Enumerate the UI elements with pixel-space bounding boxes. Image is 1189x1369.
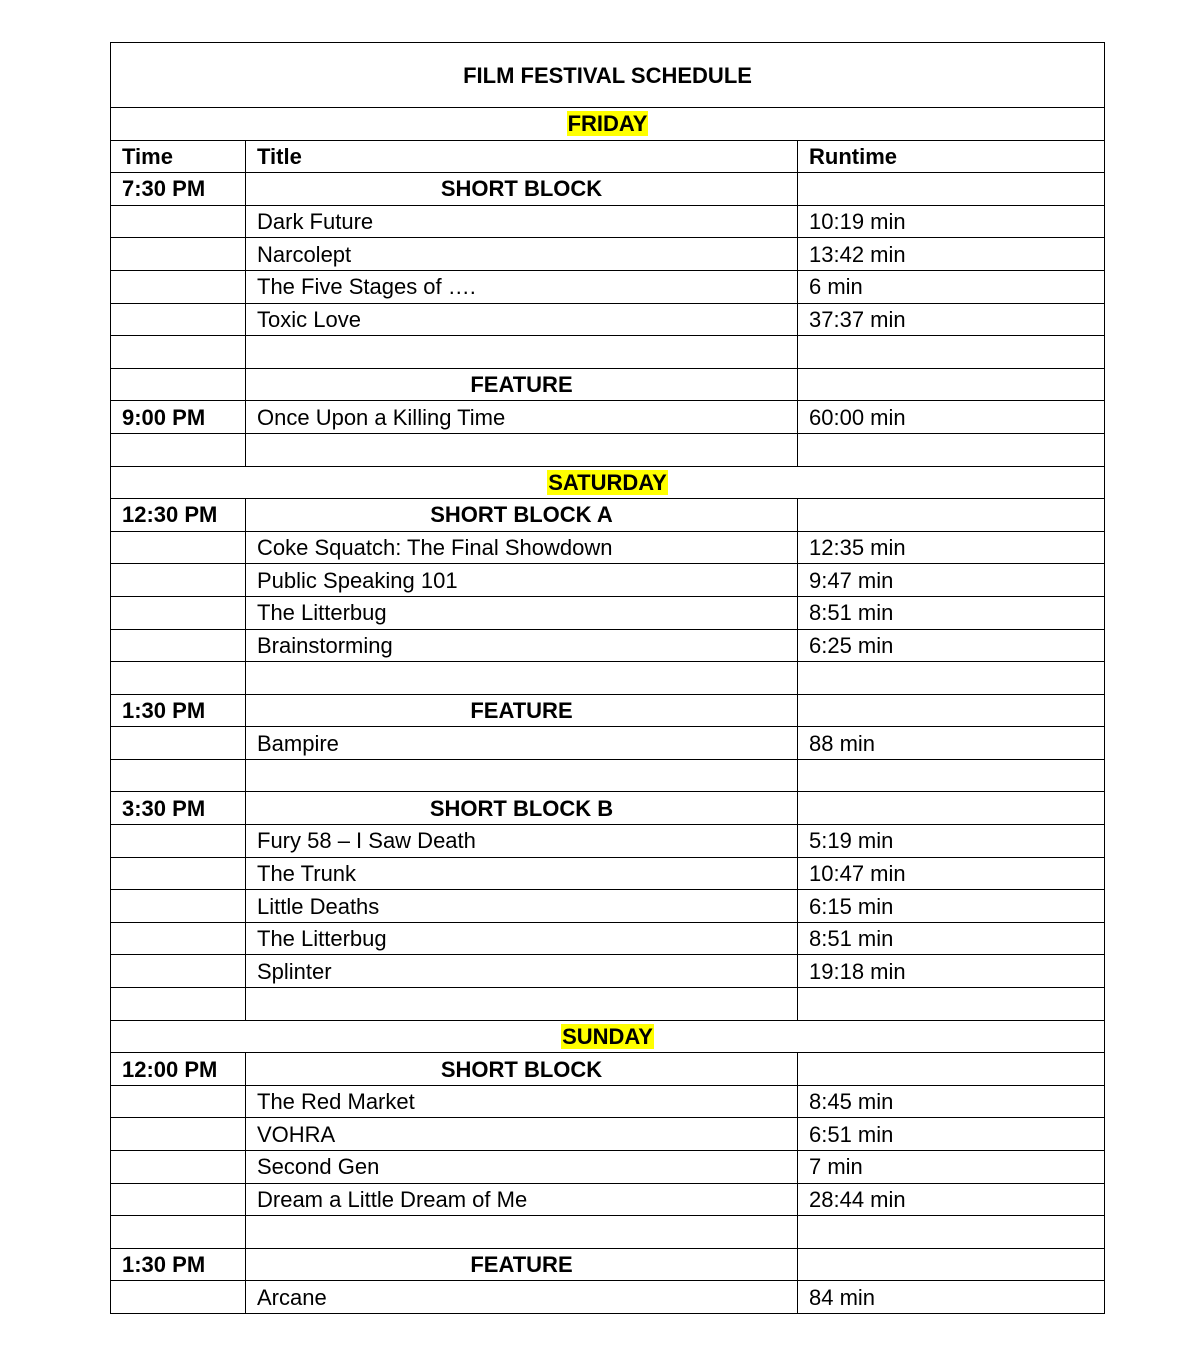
time-cell xyxy=(111,955,246,988)
film-title: Bampire xyxy=(246,727,798,760)
schedule-table xyxy=(110,42,1105,1314)
spacer-row xyxy=(111,336,1105,369)
film-row xyxy=(111,238,1105,271)
block-label: FEATURE xyxy=(246,1248,798,1281)
film-title xyxy=(246,759,798,792)
time-cell xyxy=(111,1183,246,1216)
day-header-row xyxy=(111,466,1105,499)
time-cell: 3:30 PM xyxy=(111,792,246,825)
block-label: SHORT BLOCK B xyxy=(246,792,798,825)
time-cell xyxy=(111,1085,246,1118)
runtime-cell: 12:35 min xyxy=(798,531,1105,564)
time-cell xyxy=(111,825,246,858)
film-title: Once Upon a Killing Time xyxy=(246,401,798,434)
film-title: Second Gen xyxy=(246,1151,798,1184)
film-title: The Litterbug xyxy=(246,922,798,955)
spacer-row xyxy=(111,988,1105,1021)
time-cell xyxy=(111,1151,246,1184)
day-header-cell xyxy=(111,466,1105,499)
runtime-cell: 19:18 min xyxy=(798,955,1105,988)
runtime-cell xyxy=(798,1053,1105,1086)
film-row xyxy=(111,303,1105,336)
film-row xyxy=(111,531,1105,564)
runtime-cell xyxy=(798,759,1105,792)
column-header-title: Title xyxy=(246,140,798,173)
time-cell xyxy=(111,922,246,955)
runtime-cell: 5:19 min xyxy=(798,825,1105,858)
time-cell: 9:00 PM xyxy=(111,401,246,434)
runtime-cell: 6:25 min xyxy=(798,629,1105,662)
film-row xyxy=(111,1183,1105,1216)
runtime-cell: 7 min xyxy=(798,1151,1105,1184)
day-header-row xyxy=(111,1020,1105,1053)
block-row xyxy=(111,1248,1105,1281)
film-title: The Red Market xyxy=(246,1085,798,1118)
runtime-cell: 60:00 min xyxy=(798,401,1105,434)
runtime-cell xyxy=(798,499,1105,532)
block-row xyxy=(111,173,1105,206)
film-title: Splinter xyxy=(246,955,798,988)
time-cell xyxy=(111,1281,246,1314)
runtime-cell: 37:37 min xyxy=(798,303,1105,336)
film-row xyxy=(111,825,1105,858)
film-title: The Five Stages of …. xyxy=(246,270,798,303)
spacer-row xyxy=(111,433,1105,466)
time-cell xyxy=(111,205,246,238)
time-cell xyxy=(111,629,246,662)
film-row xyxy=(111,1118,1105,1151)
film-row xyxy=(111,1085,1105,1118)
runtime-cell xyxy=(798,792,1105,825)
time-cell xyxy=(111,564,246,597)
time-cell xyxy=(111,988,246,1021)
day-label: SUNDAY xyxy=(562,1023,653,1049)
time-cell xyxy=(111,368,246,401)
film-row xyxy=(111,270,1105,303)
runtime-cell xyxy=(798,433,1105,466)
film-title: Toxic Love xyxy=(246,303,798,336)
time-cell: 12:00 PM xyxy=(111,1053,246,1086)
film-title xyxy=(246,433,798,466)
time-cell xyxy=(111,759,246,792)
day-label: SATURDAY xyxy=(548,469,667,495)
film-title: Dark Future xyxy=(246,205,798,238)
film-row xyxy=(111,1151,1105,1184)
time-cell xyxy=(111,890,246,923)
runtime-cell xyxy=(798,694,1105,727)
runtime-cell: 13:42 min xyxy=(798,238,1105,271)
block-label: SHORT BLOCK xyxy=(246,1053,798,1086)
film-title: Coke Squatch: The Final Showdown xyxy=(246,531,798,564)
runtime-cell xyxy=(798,1248,1105,1281)
time-cell xyxy=(111,433,246,466)
film-row xyxy=(111,205,1105,238)
film-title: Little Deaths xyxy=(246,890,798,923)
runtime-cell: 9:47 min xyxy=(798,564,1105,597)
film-row xyxy=(111,596,1105,629)
film-title: Brainstorming xyxy=(246,629,798,662)
spacer-row xyxy=(111,662,1105,695)
film-title xyxy=(246,1216,798,1249)
time-cell: 1:30 PM xyxy=(111,1248,246,1281)
time-cell xyxy=(111,1216,246,1249)
column-header-time: Time xyxy=(111,140,246,173)
film-row xyxy=(111,629,1105,662)
runtime-cell xyxy=(798,336,1105,369)
time-cell xyxy=(111,662,246,695)
runtime-cell: 10:47 min xyxy=(798,857,1105,890)
film-title xyxy=(246,662,798,695)
time-cell xyxy=(111,336,246,369)
block-row xyxy=(111,499,1105,532)
runtime-cell: 84 min xyxy=(798,1281,1105,1314)
block-row xyxy=(111,792,1105,825)
time-cell xyxy=(111,270,246,303)
film-row xyxy=(111,922,1105,955)
runtime-cell: 6:15 min xyxy=(798,890,1105,923)
title-row xyxy=(111,43,1105,108)
time-cell: 7:30 PM xyxy=(111,173,246,206)
block-label: SHORT BLOCK xyxy=(246,173,798,206)
runtime-cell xyxy=(798,988,1105,1021)
column-header-row xyxy=(111,140,1105,173)
film-title: The Trunk xyxy=(246,857,798,890)
film-title xyxy=(246,336,798,369)
runtime-cell xyxy=(798,173,1105,206)
time-cell xyxy=(111,1118,246,1151)
spacer-row xyxy=(111,1216,1105,1249)
film-title xyxy=(246,988,798,1021)
film-title: VOHRA xyxy=(246,1118,798,1151)
block-row xyxy=(111,694,1105,727)
time-cell: 1:30 PM xyxy=(111,694,246,727)
runtime-cell: 28:44 min xyxy=(798,1183,1105,1216)
runtime-cell: 10:19 min xyxy=(798,205,1105,238)
day-header-row xyxy=(111,108,1105,141)
time-cell xyxy=(111,238,246,271)
film-row xyxy=(111,727,1105,760)
column-header-runtime: Runtime xyxy=(798,140,1105,173)
time-cell xyxy=(111,303,246,336)
runtime-cell xyxy=(798,368,1105,401)
day-label: FRIDAY xyxy=(567,111,648,137)
film-row xyxy=(111,857,1105,890)
film-title: Narcolept xyxy=(246,238,798,271)
runtime-cell: 6 min xyxy=(798,270,1105,303)
time-cell xyxy=(111,531,246,564)
film-row xyxy=(111,1281,1105,1314)
time-cell xyxy=(111,727,246,760)
runtime-cell xyxy=(798,1216,1105,1249)
film-title: Fury 58 – I Saw Death xyxy=(246,825,798,858)
film-title: The Litterbug xyxy=(246,596,798,629)
runtime-cell xyxy=(798,662,1105,695)
film-row xyxy=(111,564,1105,597)
block-row xyxy=(111,1053,1105,1086)
block-row xyxy=(111,368,1105,401)
spacer-row xyxy=(111,759,1105,792)
day-header-cell xyxy=(111,1020,1105,1053)
day-header-cell xyxy=(111,108,1105,141)
film-row xyxy=(111,955,1105,988)
block-label: SHORT BLOCK A xyxy=(246,499,798,532)
runtime-cell: 6:51 min xyxy=(798,1118,1105,1151)
block-label: FEATURE xyxy=(246,368,798,401)
page-title: FILM FESTIVAL SCHEDULE xyxy=(111,43,1105,108)
film-title: Arcane xyxy=(246,1281,798,1314)
runtime-cell: 8:51 min xyxy=(798,596,1105,629)
film-title: Public Speaking 101 xyxy=(246,564,798,597)
time-cell: 12:30 PM xyxy=(111,499,246,532)
film-row xyxy=(111,890,1105,923)
runtime-cell: 8:51 min xyxy=(798,922,1105,955)
film-row xyxy=(111,401,1105,434)
time-cell xyxy=(111,596,246,629)
block-label: FEATURE xyxy=(246,694,798,727)
runtime-cell: 88 min xyxy=(798,727,1105,760)
runtime-cell: 8:45 min xyxy=(798,1085,1105,1118)
time-cell xyxy=(111,857,246,890)
film-title: Dream a Little Dream of Me xyxy=(246,1183,798,1216)
